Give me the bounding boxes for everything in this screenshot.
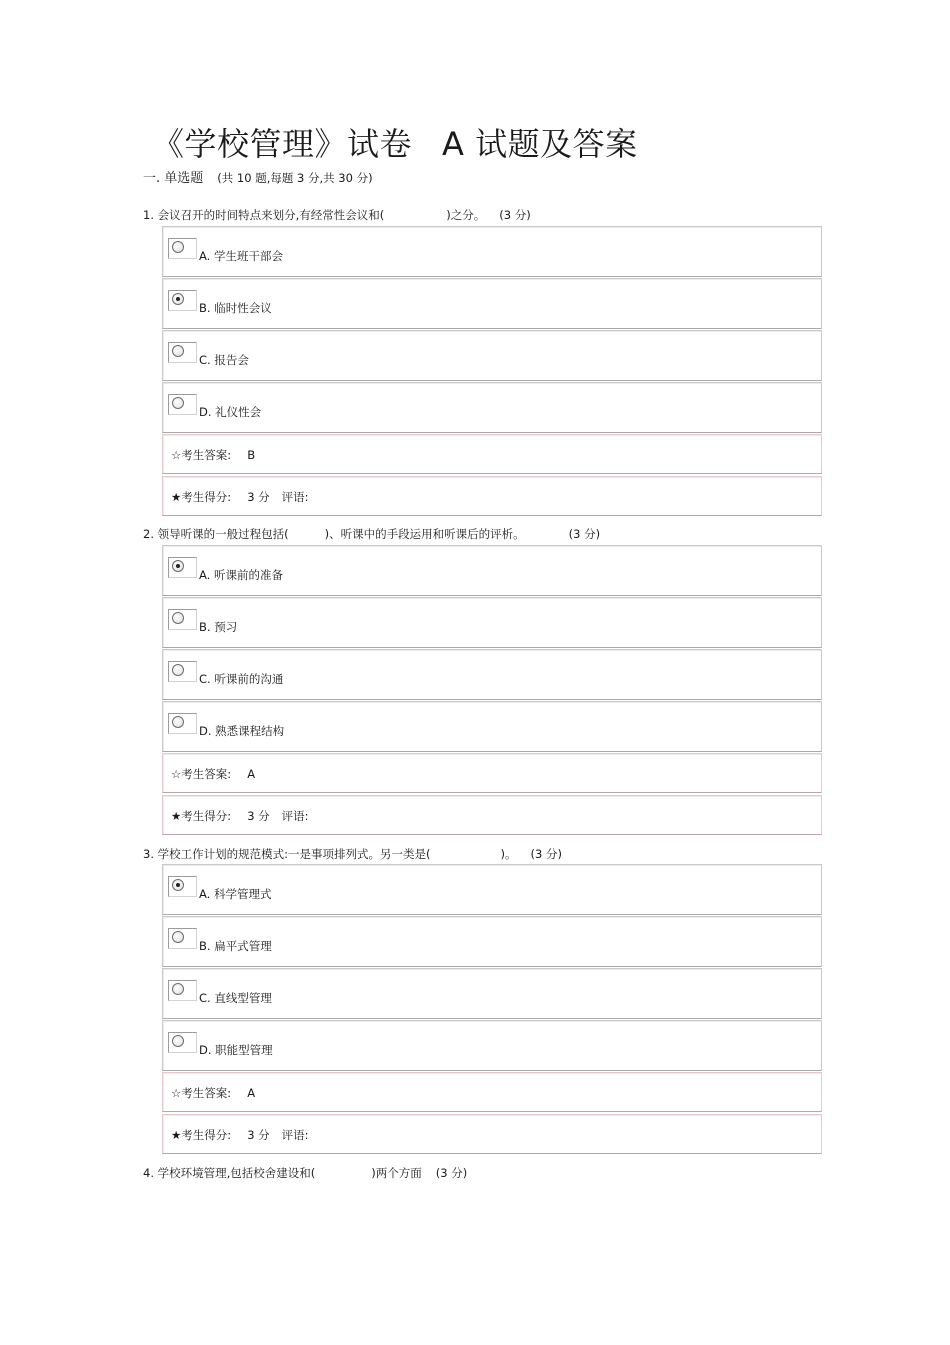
question-3-box (162, 864, 822, 1156)
option-label: B. 临时性会议 (199, 301, 272, 315)
radio-unchecked-icon[interactable] (172, 664, 184, 676)
answer-value: A (247, 767, 256, 781)
title-part2: A 试题及答案 (442, 125, 638, 163)
radio-unchecked-icon[interactable] (172, 241, 184, 253)
question-4-stem (143, 1165, 467, 1181)
comment-label: 评语: (281, 490, 309, 504)
radio-unchecked-icon[interactable] (172, 931, 184, 943)
radio-frame (168, 342, 197, 363)
question-1-box (162, 226, 822, 518)
radio-frame (168, 980, 197, 1001)
question-3-option-d[interactable] (162, 1020, 822, 1071)
option-label: D. 礼仪性会 (199, 405, 262, 419)
radio-checked-icon[interactable] (172, 293, 184, 305)
radio-frame (168, 238, 197, 259)
answer-value: B (247, 448, 256, 462)
radio-frame (168, 661, 197, 682)
score-label: ★考生得分: (171, 809, 232, 823)
question-1-stem-b: )之分。 (446, 208, 486, 222)
radio-frame (168, 928, 197, 949)
option-label: C. 听课前的沟通 (199, 672, 284, 686)
score-value: 3 分 (247, 490, 270, 504)
question-2-stem (143, 526, 600, 542)
question-1-option-a[interactable] (162, 226, 822, 277)
option-label: B. 扁平式管理 (199, 939, 272, 953)
radio-frame (168, 394, 197, 415)
question-4-stem-a: 4. 学校环境管理,包括校舍建设和( (143, 1166, 316, 1180)
answer-value: A (247, 1086, 256, 1100)
document-title (152, 122, 638, 166)
radio-checked-icon[interactable] (172, 879, 184, 891)
score-value: 3 分 (247, 809, 270, 823)
option-label: C. 报告会 (199, 353, 249, 367)
radio-frame (168, 290, 197, 311)
option-label: A. 听课前的准备 (199, 568, 283, 582)
question-1-stem-a: 1. 会议召开的时间特点来划分,有经常性会议和( (143, 208, 385, 222)
question-2-option-b[interactable] (162, 597, 822, 648)
section-note: (共 10 题,每题 3 分,共 30 分) (217, 171, 373, 185)
radio-checked-icon[interactable] (172, 560, 184, 572)
question-3-answer-row (162, 1072, 822, 1112)
question-3-points: (3 分) (530, 847, 562, 861)
radio-frame (168, 1032, 197, 1053)
answer-label: ☆考生答案: (171, 1086, 232, 1100)
option-label: A. 学生班干部会 (199, 249, 283, 263)
question-1-stem (143, 207, 531, 223)
question-2-stem-b: )、听课中的手段运用和听课后的评析。 (324, 527, 525, 541)
radio-unchecked-icon[interactable] (172, 983, 184, 995)
radio-unchecked-icon[interactable] (172, 345, 184, 357)
radio-unchecked-icon[interactable] (172, 1035, 184, 1047)
question-2-points: (3 分) (568, 527, 601, 541)
question-1-points: (3 分) (499, 208, 531, 222)
question-1-option-c[interactable] (162, 330, 822, 381)
question-1-option-b[interactable] (162, 278, 822, 329)
radio-unchecked-icon[interactable] (172, 612, 184, 624)
radio-unchecked-icon[interactable] (172, 716, 184, 728)
question-2-option-c[interactable] (162, 649, 822, 700)
question-2-option-a[interactable] (162, 545, 822, 596)
radio-frame (168, 876, 197, 897)
question-2-box (162, 545, 822, 837)
question-2-stem-a: 2. 领导听课的一般过程包括( (143, 527, 289, 541)
question-3-stem (143, 846, 562, 862)
section-heading-text: 一. 单选题 (143, 171, 204, 186)
question-3-option-b[interactable] (162, 916, 822, 967)
score-label: ★考生得分: (171, 1128, 232, 1142)
question-3-stem-a: 3. 学校工作计划的规范模式:一是事项排列式。另一类是( (143, 847, 431, 861)
score-label: ★考生得分: (171, 490, 232, 504)
question-2-answer-row (162, 753, 822, 793)
question-3-option-a[interactable] (162, 864, 822, 915)
option-label: D. 职能型管理 (199, 1043, 273, 1057)
question-3-stem-b: )。 (500, 847, 517, 861)
question-3-score-row (162, 1114, 822, 1154)
radio-unchecked-icon[interactable] (172, 397, 184, 409)
comment-label: 评语: (281, 809, 309, 823)
question-1-option-d[interactable] (162, 382, 822, 433)
radio-frame (168, 609, 197, 630)
section-heading (143, 169, 373, 188)
question-4-stem-b: )两个方面 (371, 1166, 422, 1180)
option-label: B. 预习 (199, 620, 238, 634)
title-part1: 《学校管理》试卷 (152, 125, 413, 163)
comment-label: 评语: (281, 1128, 309, 1142)
question-3-option-c[interactable] (162, 968, 822, 1019)
question-1-score-row (162, 476, 822, 516)
answer-label: ☆考生答案: (171, 448, 232, 462)
question-4-points: (3 分) (435, 1166, 468, 1180)
score-value: 3 分 (247, 1128, 270, 1142)
option-label: D. 熟悉课程结构 (199, 724, 285, 738)
answer-label: ☆考生答案: (171, 767, 232, 781)
option-label: C. 直线型管理 (199, 991, 272, 1005)
question-1-answer-row (162, 434, 822, 474)
radio-frame (168, 713, 197, 734)
radio-frame (168, 557, 197, 578)
question-2-option-d[interactable] (162, 701, 822, 752)
question-2-score-row (162, 795, 822, 835)
option-label: A. 科学管理式 (199, 887, 272, 901)
